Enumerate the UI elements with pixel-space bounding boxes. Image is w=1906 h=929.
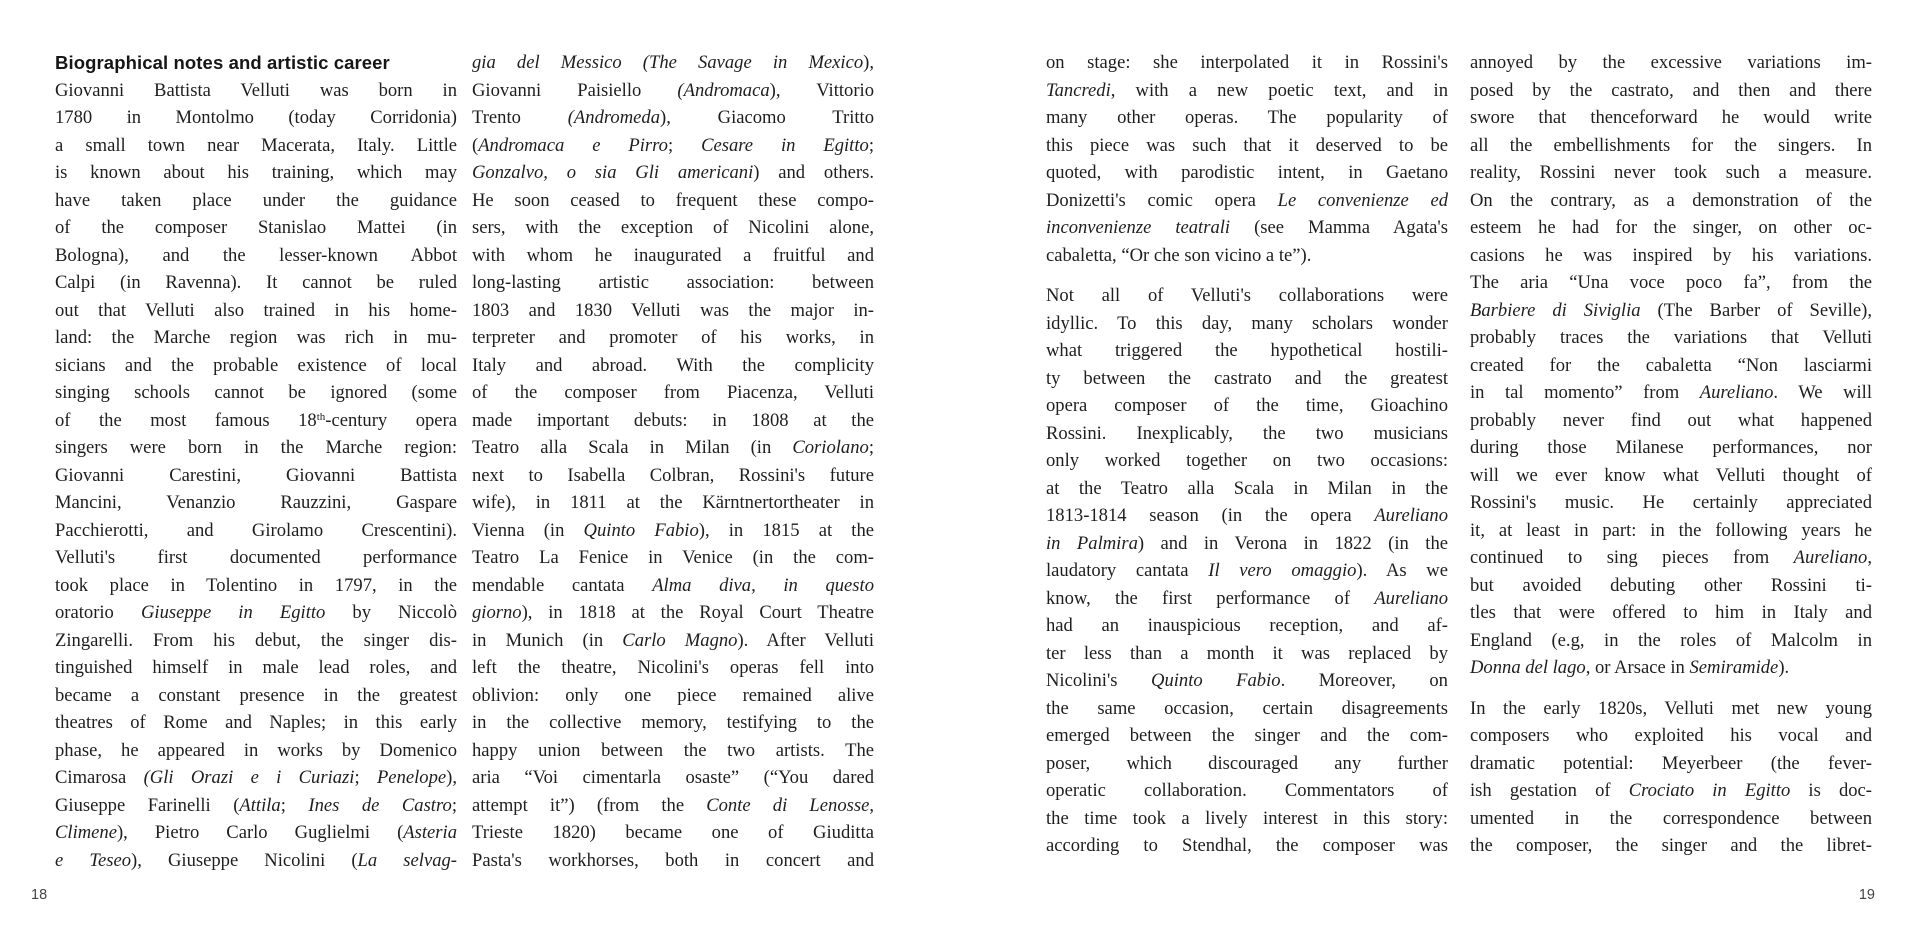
text-line: 1803 and 1830 Velluti was the major in- [472,299,874,321]
text-line: poser, which discouraged any further [1046,752,1448,774]
text-line: this piece was such that it deserved to be [1046,134,1448,156]
text-line: giorno), in 1818 at the Royal Court Theatre [472,602,874,623]
column-4 [1470,49,1872,860]
text-line: Teatro alla Scala in Milan (in Coriolano; [472,437,874,458]
text-line: Pasta's workhorses, both in concert and [472,849,874,871]
text-line: Giovanni Paisiello (Andromaca), Vittorio [472,79,874,101]
text-line: in the collective memory, testifying to the [472,712,874,733]
column-3 [1046,49,1448,860]
text-line: it, at least in part: in the following years he [1470,519,1872,541]
text-line: of the most famous 18th-century opera [55,409,458,431]
text-line: singing schools cannot be ignored (some [55,382,457,403]
text-line: with whom he inaugurated a fruitful and [472,244,874,266]
text-line: In the early 1820s, Velluti met new young [1470,697,1872,719]
text-line: continued to sing pieces from Aureliano, [1470,547,1872,568]
text-line: aria “Voi cimentarla osaste” (“You dared [472,767,874,788]
text-line: oblivion: only one piece remained alive [472,684,874,706]
text-line: phase, he appeared in works by Domenico [55,739,457,761]
text-line: sers, with the exception of Nicolini alone, [472,217,874,238]
text-line: have taken place under the guidance [55,189,457,211]
text-line: esteem he had for the singer, on other oc- [1470,217,1872,238]
text-line: 1813-1814 season (in the opera Aureliano [1046,505,1448,526]
text-line: oratorio Giuseppe in Egitto by Niccolò [55,602,457,623]
text-line: land: the Marche region was rich in mu- [55,327,457,348]
text-line: of the composer Stanislao Mattei (in [55,217,457,238]
text-line: Italy and abroad. With the complicity [472,354,874,376]
text-line: Donizetti's comic opera Le convenienze ed [1046,189,1449,211]
text-line: took place in Tolentino in 1797, in the [55,574,457,596]
text-line: singers were born in the Marche region: [55,437,457,458]
text-line: attempt it”) (from the Conte di Lenosse, [472,794,874,816]
text-line: sicians and the probable existence of local [55,354,457,376]
text-line: ish gestation of Crociato in Egitto is doc- [1470,780,1872,801]
text-line: in Palmira) and in Verona in 1822 (in the [1046,532,1449,554]
column-2-text [472,49,874,874]
paragraph [472,49,874,874]
text-line: all the embellishments for the singers. In [1470,134,1872,156]
text-line: made important debuts: in 1808 at the [472,409,874,431]
text-line: The aria “Una voce poco fa”, from the [1470,272,1872,293]
text-line: probably traces the variations that Velluti [1470,327,1872,348]
column-3-text [1046,49,1448,860]
text-line: probably never find out what happened [1470,409,1872,431]
text-line: Mancini, Venanzio Rauzzini, Gaspare [55,492,457,513]
text-line: reality, Rossini never took such a measure. [1470,162,1872,183]
text-line: of the composer from Piacenza, Velluti [472,382,874,403]
text-line: Calpi (in Ravenna). It cannot be ruled [55,272,457,293]
text-line: umented in the correspondence between [1470,807,1872,829]
paragraph [1046,49,1448,269]
text-line: know, the first performance of Aureliano [1046,587,1448,609]
paragraph [1046,282,1448,860]
text-line: Velluti's first documented performance [55,547,457,568]
text-line: tles that were offered to him in Italy and [1470,602,1872,623]
text-line: the time took a lively interest in this story: [1046,807,1448,829]
text-line: gia del Messico (The Savage in Mexico), [472,52,874,73]
text-line: posed by the castrato, and then and there [1470,79,1872,101]
text-line: Giuseppe Farinelli (Attila; Ines de Castro; [55,794,457,816]
text-line: inconvenienze teatrali (see Mamma Agata's [1046,217,1448,238]
text-line: operatic collaboration. Commentators of [1046,780,1448,801]
page-number-left: 18 [31,887,48,903]
column-4-text [1470,49,1872,860]
text-line: during those Milanese performances, nor [1470,437,1872,458]
text-line: next to Isabella Colbran, Rossini's future [472,464,874,486]
text-line: Rossini. Inexplicably, the two musicians [1046,422,1448,444]
text-line: left the theatre, Nicolini's operas fell into [472,657,874,678]
text-line: Giovanni Battista Velluti was born in [55,79,457,101]
text-line: happy union between the two artists. The [472,739,874,761]
text-line: Barbiere di Siviglia (The Barber of Seville), [1470,299,1872,321]
text-line: mendable cantata Alma diva, in questo [472,574,874,596]
text-line: On the contrary, as a demonstration of the [1470,189,1872,211]
text-line: Vienna (in Quinto Fabio), in 1815 at the [472,519,875,541]
text-line: but avoided debuting other Rossini ti- [1470,574,1872,596]
text-line: created for the cabaletta “Non lasciarmi [1470,354,1872,376]
text-line: terpreter and promoter of his works, in [472,327,874,348]
text-line: wife), in 1811 at the Kärntnertortheater in [472,492,874,513]
text-line: composers who exploited his vocal and [1470,725,1872,746]
text-line: had an inauspicious reception, and af- [1046,615,1448,636]
text-line: Rossini's music. He certainly appreciated [1470,492,1872,513]
text-line: Tancredi, with a new poetic text, and in [1046,79,1448,101]
text-line: England (e.g, in the roles of Malcolm in [1470,629,1872,651]
text-line: Bologna), and the lesser-known Abbot [55,244,457,266]
text-line: ty between the castrato and the greatest [1046,367,1448,389]
text-line: is known about his training, which may [55,162,457,183]
text-line: Pacchierotti, and Girolamo Crescentini). [55,519,457,541]
text-line: cabaletta, “Or che son vicino a te”). [1046,244,1312,266]
text-line: Zingarelli. From his debut, the singer dis- [55,629,457,651]
paragraph [1470,49,1872,682]
text-line: out that Velluti also trained in his home- [55,299,457,321]
paragraph [1470,695,1872,860]
text-line: ter less than a month it was replaced by [1046,642,1448,664]
section-heading: Biographical notes and artistic career [55,52,390,73]
column-1 [55,49,457,874]
text-line: emerged between the singer and the com- [1046,725,1448,746]
text-line: only worked together on two occasions: [1046,450,1448,471]
text-line: 1780 in Montolmo (today Corridonia) [55,107,457,128]
text-line: swore that thenceforward he would write [1470,107,1872,128]
text-line: the same occasion, certain disagreements [1046,697,1448,719]
text-line: annoyed by the excessive variations im- [1470,52,1872,73]
text-line: laudatory cantata Il vero omaggio). As we [1046,560,1448,581]
text-line: (Andromaca e Pirro; Cesare in Egitto; [472,134,874,156]
text-line: Teatro La Fenice in Venice (in the com- [472,547,874,568]
page-number-right: 19 [1858,887,1875,903]
text-line: became a constant presence in the greatest [55,684,457,706]
text-line: in tal momento” from Aureliano. We will [1470,382,1872,403]
column-1-text [55,77,457,875]
text-line: quoted, with parodistic intent, in Gaetano [1046,162,1448,183]
text-line: long-lasting artistic association: between [472,272,874,293]
text-line: at the Teatro alla Scala in Milan in the [1046,477,1448,499]
text-line: idyllic. To this day, many scholars wonder [1046,312,1448,334]
text-line: e Teseo), Giuseppe Nicolini (La selvag- [55,849,457,871]
text-line: Not all of Velluti's collaborations were [1046,285,1448,306]
text-line: Trieste 1820) became one of Giuditta [472,822,874,843]
column-2 [472,49,874,874]
text-line: what triggered the hypothetical hostili- [1046,340,1448,361]
text-line: Gonzalvo, o sia Gli americani) and others. [472,162,874,183]
text-line: in Munich (in Carlo Magno). After Velluti [472,629,874,651]
text-line: the composer, the singer and the libret- [1470,835,1872,856]
text-line: will we ever know what Velluti thought of [1470,464,1872,486]
text-line: Giovanni Carestini, Giovanni Battista [55,464,457,486]
text-line: He soon ceased to frequent these compo- [472,189,874,211]
text-line: Donna del lago, or Arsace in Semiramide). [1470,657,1790,678]
text-line: Climene), Pietro Carlo Guglielmi (Asteria [55,822,457,843]
paragraph [55,77,457,875]
text-line: theatres of Rome and Naples; in this early [55,712,457,733]
text-line: dramatic potential: Meyerbeer (the fever- [1470,752,1872,774]
text-line: on stage: she interpolated it in Rossini's [1046,52,1448,73]
text-line: Nicolini's Quinto Fabio. Moreover, on [1046,670,1448,691]
text-line: Trento (Andromeda), Giacomo Tritto [472,107,874,128]
text-line: according to Stendhal, the composer was [1046,835,1448,856]
text-line: a small town near Macerata, Italy. Little [55,134,457,156]
text-line: opera composer of the time, Gioachino [1046,395,1448,416]
text-line: Cimarosa (Gli Orazi e i Curiazi; Penelope), [55,767,457,788]
text-line: casions he was inspired by his variations. [1470,244,1872,266]
text-line: tinguished himself in male lead roles, and [55,657,457,678]
text-line: many other operas. The popularity of [1046,107,1448,128]
